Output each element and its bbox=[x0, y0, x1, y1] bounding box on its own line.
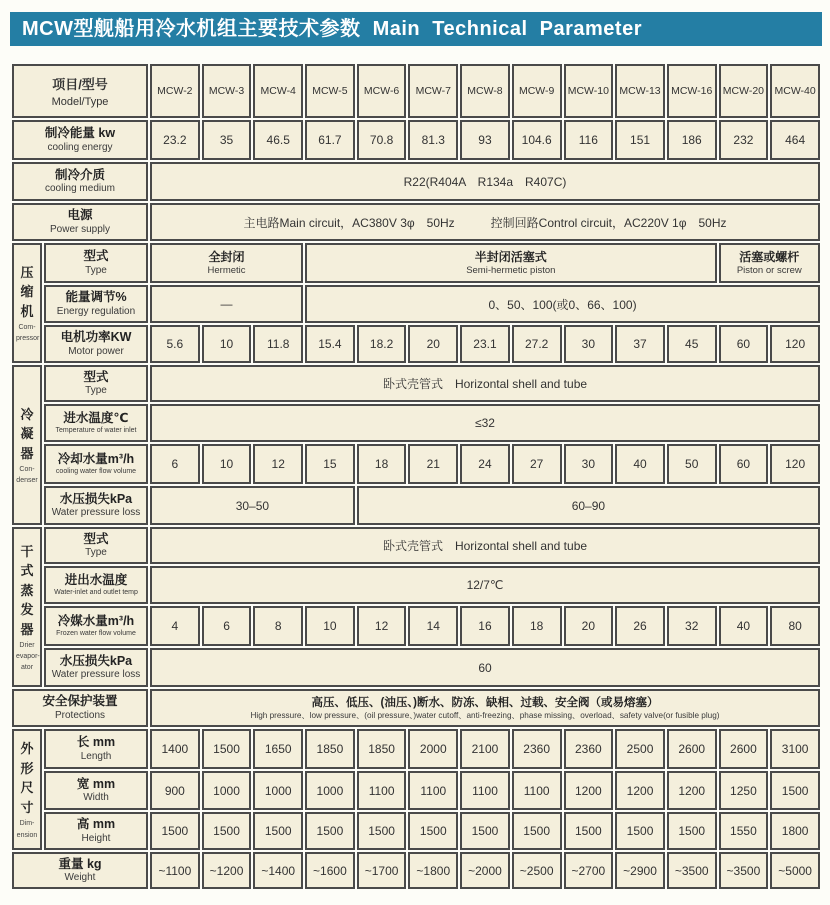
table-row-evaporator-type bbox=[12, 527, 820, 564]
table-row-cooling-energy bbox=[12, 120, 820, 160]
value-cell: 1100 bbox=[460, 771, 510, 810]
model-column-header: MCW-13 bbox=[615, 64, 665, 118]
value-cell: 40 bbox=[615, 444, 665, 484]
param-label-en: cooling water flow volume bbox=[55, 467, 137, 475]
param-label-width bbox=[44, 771, 148, 810]
value-cell: ~1100 bbox=[150, 852, 200, 889]
value-cell: 卧式壳管式 Horizontal shell and tube bbox=[150, 365, 820, 402]
param-label-cooling-energy bbox=[12, 120, 148, 160]
table-row-condenser-pressure-loss bbox=[12, 486, 820, 525]
section-label-en-line: ator bbox=[20, 664, 34, 672]
value-cell: 4 bbox=[150, 606, 200, 646]
value-cell: ~1600 bbox=[305, 852, 355, 889]
value-cell: ~3500 bbox=[667, 852, 717, 889]
param-label-en: Water pressure loss bbox=[51, 507, 141, 519]
value-cell: 20 bbox=[408, 325, 458, 363]
table-row-inout-water-temp bbox=[12, 566, 820, 604]
value-cell: 26 bbox=[615, 606, 665, 646]
value-cell: R22(R404A R134a R407C) bbox=[150, 162, 820, 201]
model-column-header: MCW-20 bbox=[719, 64, 769, 118]
section-label-condenser-type bbox=[12, 365, 42, 525]
value-cell: ~1800 bbox=[408, 852, 458, 889]
param-label-en: Temperature of water inlet bbox=[55, 426, 137, 434]
value-cell: 1000 bbox=[253, 771, 303, 810]
value-cell: 15.4 bbox=[305, 325, 355, 363]
section-label-zh: 干式蒸发器 bbox=[20, 543, 34, 637]
value-cell: ~1700 bbox=[357, 852, 407, 889]
value-cell: 主电路Main circuit，AC380V 3φ 50Hz 控制回路Control circuit，AC220V 1φ 50Hz bbox=[150, 203, 820, 241]
value-cell: 卧式壳管式 Horizontal shell and tube bbox=[150, 527, 820, 564]
corner-header-en: Model/Type bbox=[51, 96, 109, 108]
value-cell: 1200 bbox=[667, 771, 717, 810]
value-cell: 18 bbox=[512, 606, 562, 646]
value-cell: 27.2 bbox=[512, 325, 562, 363]
param-label-zh: 水压损失kPa bbox=[59, 491, 133, 506]
value-cell: 60 bbox=[719, 325, 769, 363]
value-cell: 12 bbox=[253, 444, 303, 484]
value-cell: ~2900 bbox=[615, 852, 665, 889]
value-cell: 2500 bbox=[615, 729, 665, 769]
value-cell: ~3500 bbox=[719, 852, 769, 889]
param-label-frozen-water-flow bbox=[44, 606, 148, 646]
value-cell: — bbox=[150, 285, 303, 323]
model-column-header: MCW-16 bbox=[667, 64, 717, 118]
value-cell: 70.8 bbox=[357, 120, 407, 160]
value-cell: 1850 bbox=[357, 729, 407, 769]
value-cell: 186 bbox=[667, 120, 717, 160]
table-row-energy-regulation bbox=[12, 285, 820, 323]
value-cell: 1550 bbox=[719, 812, 769, 850]
param-label-en: Type bbox=[85, 385, 107, 397]
table-row-water-inlet-temp bbox=[12, 404, 820, 442]
value-cell: 1100 bbox=[512, 771, 562, 810]
value-cell: 23.1 bbox=[460, 325, 510, 363]
param-label-zh: 电源 bbox=[67, 208, 93, 223]
value-cell: 1100 bbox=[408, 771, 458, 810]
model-column-header: MCW-6 bbox=[357, 64, 407, 118]
value-cell: 1100 bbox=[357, 771, 407, 810]
value-cell: 30 bbox=[564, 325, 614, 363]
param-label-zh: 宽 mm bbox=[76, 776, 116, 791]
param-label-zh: 进水温度℃ bbox=[63, 410, 129, 425]
param-label-en: Type bbox=[85, 264, 107, 276]
param-label-en: Water pressure loss bbox=[51, 669, 141, 681]
table-row-condenser-type bbox=[12, 365, 820, 402]
corner-header bbox=[12, 64, 148, 118]
param-label-evaporator-type bbox=[44, 527, 148, 564]
value-cell: 1500 bbox=[512, 812, 562, 850]
value-cell: 1500 bbox=[408, 812, 458, 850]
value-cell bbox=[719, 243, 820, 283]
value-en: Piston or screw bbox=[736, 265, 802, 277]
value-cell: 151 bbox=[615, 120, 665, 160]
param-label-protections bbox=[12, 689, 148, 727]
param-label-weight bbox=[12, 852, 148, 889]
model-column-header: MCW-3 bbox=[202, 64, 252, 118]
section-label-en-line: Drier bbox=[19, 642, 35, 650]
value-cell: 1800 bbox=[770, 812, 820, 850]
param-label-condenser-pressure-loss bbox=[44, 486, 148, 525]
value-cell: 900 bbox=[150, 771, 200, 810]
value-cell: 20 bbox=[564, 606, 614, 646]
value-cell: 18 bbox=[357, 444, 407, 484]
value-cell: 1500 bbox=[564, 812, 614, 850]
param-label-en: Length bbox=[80, 750, 112, 762]
value-cell: 3100 bbox=[770, 729, 820, 769]
value-cell: 1500 bbox=[460, 812, 510, 850]
param-label-zh: 冷媒水量m³/h bbox=[57, 613, 135, 628]
model-column-header: MCW-7 bbox=[408, 64, 458, 118]
value-zh: 高压、低压、(油压、)断水、防冻、缺相、过载、安全阀（或易熔塞） bbox=[311, 696, 659, 709]
corner-header-zh: 项目/型号 bbox=[52, 77, 108, 92]
value-cell: 0、50、100(或0、66、100) bbox=[305, 285, 820, 323]
value-cell: 12 bbox=[357, 606, 407, 646]
section-label-zh: 外形尺寸 bbox=[20, 741, 34, 815]
section-label-length bbox=[12, 729, 42, 850]
param-label-zh: 进出水温度 bbox=[64, 572, 128, 587]
value-cell: 24 bbox=[460, 444, 510, 484]
param-label-zh: 水压损失kPa bbox=[59, 653, 133, 668]
value-cell: ≤32 bbox=[150, 404, 820, 442]
value-cell: ~1400 bbox=[253, 852, 303, 889]
param-label-en: Water-inlet and outlet temp bbox=[54, 588, 138, 596]
value-cell: 464 bbox=[770, 120, 820, 160]
section-label-en-line: ension bbox=[16, 831, 38, 839]
value-cell: 93 bbox=[460, 120, 510, 160]
table-row-protections bbox=[12, 689, 820, 727]
value-cell: 2360 bbox=[512, 729, 562, 769]
table-row-motor-power bbox=[12, 325, 820, 363]
value-cell: 32 bbox=[667, 606, 717, 646]
value-cell: 120 bbox=[770, 325, 820, 363]
model-column-header: MCW-9 bbox=[512, 64, 562, 118]
param-label-energy-regulation bbox=[44, 285, 148, 323]
model-header-row bbox=[12, 64, 820, 118]
value-cell: 12/7℃ bbox=[150, 566, 820, 604]
value-cell: 1400 bbox=[150, 729, 200, 769]
value-cell: 16 bbox=[460, 606, 510, 646]
value-cell: ~1200 bbox=[202, 852, 252, 889]
section-label-en-line: Dim- bbox=[19, 820, 35, 828]
section-label-zh: 压缩机 bbox=[20, 264, 34, 319]
value-cell: 80 bbox=[770, 606, 820, 646]
value-cell: 35 bbox=[202, 120, 252, 160]
table-row-frozen-water-flow bbox=[12, 606, 820, 646]
value-cell: 1500 bbox=[770, 771, 820, 810]
value-cell: 1850 bbox=[305, 729, 355, 769]
param-label-length bbox=[44, 729, 148, 769]
param-label-zh: 高 mm bbox=[76, 817, 116, 832]
section-label-evaporator-type bbox=[12, 527, 42, 687]
param-label-en: Height bbox=[81, 832, 111, 844]
value-cell: 2360 bbox=[564, 729, 614, 769]
param-label-zh: 长 mm bbox=[76, 735, 116, 750]
param-label-zh: 重量 kg bbox=[58, 856, 102, 871]
value-cell: 1500 bbox=[615, 812, 665, 850]
value-cell: 81.3 bbox=[408, 120, 458, 160]
param-label-compressor-type bbox=[44, 243, 148, 283]
value-cell: ~2000 bbox=[460, 852, 510, 889]
table-row-cooling-water-flow bbox=[12, 444, 820, 484]
section-label-zh: 冷凝器 bbox=[20, 406, 34, 461]
param-label-en: Power supply bbox=[49, 223, 111, 235]
param-label-zh: 制冷介质 bbox=[54, 167, 105, 182]
value-cell: 30–50 bbox=[150, 486, 355, 525]
value-cell: 10 bbox=[202, 444, 252, 484]
value-cell: ~5000 bbox=[770, 852, 820, 889]
table-row-evaporator-pressure-loss bbox=[12, 648, 820, 687]
value-zh: 半封闭活塞式 bbox=[474, 249, 547, 264]
param-label-water-inlet-temp bbox=[44, 404, 148, 442]
value-cell: 8 bbox=[253, 606, 303, 646]
value-cell: 21 bbox=[408, 444, 458, 484]
model-column-header: MCW-5 bbox=[305, 64, 355, 118]
value-cell: 232 bbox=[719, 120, 769, 160]
value-cell: 1000 bbox=[202, 771, 252, 810]
section-label-en-line: Con- bbox=[19, 466, 35, 474]
value-cell: 1500 bbox=[357, 812, 407, 850]
value-cell: 23.2 bbox=[150, 120, 200, 160]
param-label-en: Weight bbox=[64, 872, 96, 884]
param-label-en: cooling medium bbox=[44, 183, 116, 195]
value-cell: 1650 bbox=[253, 729, 303, 769]
param-label-inout-water-temp bbox=[44, 566, 148, 604]
value-cell bbox=[305, 243, 717, 283]
value-cell: 10 bbox=[202, 325, 252, 363]
value-cell: 104.6 bbox=[512, 120, 562, 160]
value-cell: 46.5 bbox=[253, 120, 303, 160]
param-label-zh: 能量调节% bbox=[65, 290, 127, 305]
value-cell: 60 bbox=[150, 648, 820, 687]
model-column-header: MCW-10 bbox=[564, 64, 614, 118]
value-cell: 50 bbox=[667, 444, 717, 484]
value-cell: 61.7 bbox=[305, 120, 355, 160]
value-cell: 2600 bbox=[667, 729, 717, 769]
param-label-height bbox=[44, 812, 148, 850]
value-cell bbox=[150, 689, 820, 727]
value-cell: ~2500 bbox=[512, 852, 562, 889]
param-label-zh: 型式 bbox=[83, 369, 109, 384]
value-cell: 1250 bbox=[719, 771, 769, 810]
value-cell: 1500 bbox=[202, 812, 252, 850]
section-label-compressor-type bbox=[12, 243, 42, 363]
param-label-en: Motor power bbox=[68, 345, 124, 357]
param-label-en: Type bbox=[85, 547, 107, 559]
model-column-header: MCW-8 bbox=[460, 64, 510, 118]
param-label-en: cooling energy bbox=[47, 141, 113, 153]
param-label-cooling-water-flow bbox=[44, 444, 148, 484]
param-label-zh: 冷却水量m³/h bbox=[57, 451, 135, 466]
table-row-height bbox=[12, 812, 820, 850]
value-cell: 2600 bbox=[719, 729, 769, 769]
value-cell: 6 bbox=[202, 606, 252, 646]
model-column-header: MCW-2 bbox=[150, 64, 200, 118]
value-cell: 1500 bbox=[253, 812, 303, 850]
value-cell: 116 bbox=[564, 120, 614, 160]
table-row-width bbox=[12, 771, 820, 810]
table-row-cooling-medium bbox=[12, 162, 820, 201]
param-label-zh: 安全保护装置 bbox=[42, 694, 118, 709]
value-cell: 37 bbox=[615, 325, 665, 363]
section-label-en-line: evapor- bbox=[16, 653, 40, 661]
param-label-en: Energy regulation bbox=[56, 305, 136, 317]
value-en: High pressure、low pressure、(oil pressure、)water cutoff、anti-freezing、phase missing、overload、safety valve(or fusible plug) bbox=[250, 710, 720, 720]
value-cell: 27 bbox=[512, 444, 562, 484]
param-label-en: Width bbox=[83, 792, 109, 804]
value-cell: 11.8 bbox=[253, 325, 303, 363]
param-label-cooling-medium bbox=[12, 162, 148, 201]
table-row-power-supply bbox=[12, 203, 820, 241]
value-cell: ~2700 bbox=[564, 852, 614, 889]
section-label-en-line: pressor bbox=[16, 335, 40, 343]
param-label-zh: 型式 bbox=[83, 249, 109, 264]
param-label-zh: 型式 bbox=[83, 531, 109, 546]
value-cell: 1200 bbox=[564, 771, 614, 810]
value-en: Semi-hermetic piston bbox=[466, 265, 556, 277]
value-cell: 15 bbox=[305, 444, 355, 484]
value-cell: 60 bbox=[719, 444, 769, 484]
model-column-header: MCW-4 bbox=[253, 64, 303, 118]
value-cell: 1000 bbox=[305, 771, 355, 810]
value-cell: 6 bbox=[150, 444, 200, 484]
value-cell: 1500 bbox=[202, 729, 252, 769]
param-label-evaporator-pressure-loss bbox=[44, 648, 148, 687]
table-row-weight bbox=[12, 852, 820, 889]
value-zh: 活塞或螺杆 bbox=[739, 249, 800, 264]
value-cell: 30 bbox=[564, 444, 614, 484]
param-label-motor-power bbox=[44, 325, 148, 363]
value-cell: 40 bbox=[719, 606, 769, 646]
param-label-condenser-type bbox=[44, 365, 148, 402]
value-cell: 14 bbox=[408, 606, 458, 646]
value-cell: 5.6 bbox=[150, 325, 200, 363]
value-cell: 1200 bbox=[615, 771, 665, 810]
section-label-en-line: denser bbox=[16, 477, 38, 485]
value-cell: 1500 bbox=[667, 812, 717, 850]
spec-table bbox=[10, 62, 822, 891]
table-row-length bbox=[12, 729, 820, 769]
value-en: Hermetic bbox=[207, 265, 246, 277]
value-cell: 2000 bbox=[408, 729, 458, 769]
value-cell: 45 bbox=[667, 325, 717, 363]
model-column-header: MCW-40 bbox=[770, 64, 820, 118]
page-title: MCW型舰船用冷水机组主要技术参数 Main Technical Parameter bbox=[10, 12, 822, 46]
value-cell: 2100 bbox=[460, 729, 510, 769]
value-cell: 120 bbox=[770, 444, 820, 484]
param-label-power-supply bbox=[12, 203, 148, 241]
value-zh: 全封闭 bbox=[208, 249, 245, 264]
param-label-en: Frozen water flow volume bbox=[56, 629, 136, 637]
value-cell: 60–90 bbox=[357, 486, 820, 525]
value-cell: 10 bbox=[305, 606, 355, 646]
param-label-zh: 制冷能量 kw bbox=[44, 126, 116, 141]
value-cell: 1500 bbox=[150, 812, 200, 850]
param-label-en: Protections bbox=[54, 709, 106, 721]
value-cell: 1500 bbox=[305, 812, 355, 850]
param-label-zh: 电机功率KW bbox=[60, 330, 132, 345]
value-cell: 18.2 bbox=[357, 325, 407, 363]
value-cell bbox=[150, 243, 303, 283]
section-label-en-line: Com- bbox=[18, 324, 36, 332]
table-row-compressor-type bbox=[12, 243, 820, 283]
